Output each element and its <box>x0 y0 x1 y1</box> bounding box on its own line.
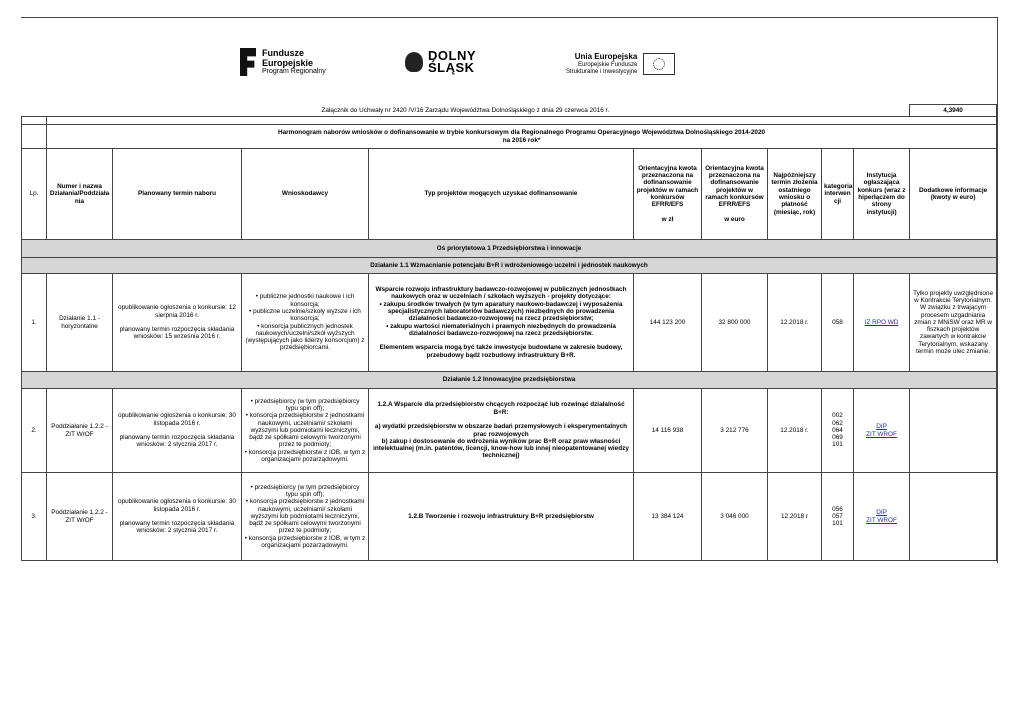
category-code: 056 <box>832 505 843 513</box>
applicant-item: • konsorcja publicznych jednostek naukowych/uczelni/szkół wyższych (występujących jako liderzy konsorcjum) z przedsiębiorcami. <box>245 322 365 352</box>
row-amount-pln: 144 123 200 <box>634 274 702 372</box>
header-amount-eur-unit: w euro <box>724 215 745 223</box>
fe-subtitle: Program Regionalny <box>262 68 326 75</box>
header-amount-pln-text: Orientacyjna kwota przeznaczona na dofinansowanie projektów w ramach konkursów EFRR/EFS <box>636 164 699 209</box>
type-item: 1.2.A Wsparcie dla przedsiębiorstw chcących rozpocząć lub rozwinąć działalność B+R: <box>377 401 625 416</box>
applicant-item: • konsorcja przedsiębiorstw z jednostkami naukowymi, uczelniami/ szkołami wyższymi lub podmiotami leczniczymi, bądź ze spółkami celowymi tworzonymi przez te podmioty; <box>245 412 365 449</box>
term-start: planowany termin rozpoczęcia składania wniosków: 2 stycznia 2017 r. <box>119 434 235 449</box>
row-category <box>822 389 854 473</box>
row-deadline: 12.2018 r. <box>768 274 822 372</box>
table-row <box>22 274 997 372</box>
ue-title: Unia Europejska <box>574 52 638 61</box>
term-announcement: opublikowanie ogłoszenia o konkursie: 30 listopada 2016 r. <box>118 412 236 427</box>
row-measure: Poddziałanie 1.2.2 - ZIT WrOF <box>47 473 113 561</box>
header-amount-pln <box>634 149 702 240</box>
header-category: kategoria interwen cji <box>822 149 854 240</box>
institution-link[interactable]: IZ RPO WD <box>864 318 899 326</box>
priority-axis-row: Oś priorytetowa 1 Przedsiębiorstwa i innowacje <box>22 240 997 258</box>
applicant-item: • konsorcja przedsiębiorstw z IOB, w tym z organizacjami pozarządowymi. <box>244 448 366 464</box>
type-item: b) zakup i dostosowanie do wdrożenia wyników prac B+R oraz praw własności intelektualnej (m.in. patentów, licencji, know-how lub innej nieopatentowanej wiedzy technicznej) <box>373 437 629 460</box>
type-item: Wsparcie rozwoju infrastruktury badawczo-rozwojowej w publicznych jednostkach naukowych oraz w uczelniach / szkołach wyższych - projekty dotyczące: <box>375 286 627 301</box>
category-code: 062 <box>832 419 843 427</box>
term-announcement: opublikowanie ogłoszenia o konkursie: 12 sierpnia 2016 r. <box>118 304 236 319</box>
fe-mark-icon <box>240 48 256 76</box>
row-applicants <box>242 389 369 473</box>
institution-link-zit[interactable]: ZIT WROF <box>866 516 897 524</box>
row-lp: 1. <box>22 274 47 372</box>
dolny-slask-logo <box>405 50 476 74</box>
applicant-item: • przedsiębiorcy (w tym przedsiębiorcy typu spin off); <box>250 483 360 498</box>
action-1-2-row: Działanie 1.2 Innowacyjne przedsiębiorstwa <box>22 372 997 389</box>
category-code: 101 <box>832 441 843 449</box>
row-term <box>113 274 242 372</box>
header-deadline: Najpóźniejszy termin złożenia ostatniego wniosku o płatność (miesiąc, rok) <box>768 149 822 240</box>
row-deadline: 12.2018 r. <box>768 389 822 473</box>
fundusze-europejskie-logo <box>240 48 326 76</box>
header-info: Dodatkowe informacje (kwoty w euro) <box>910 149 997 240</box>
table-row <box>22 389 997 473</box>
row-measure: Poddziałanie 1.2.2 - ZIT WrOF <box>47 389 113 473</box>
row-amount-eur: 3 212 776 <box>702 389 768 473</box>
row-amount-pln: 13 384 124 <box>634 473 702 561</box>
document-title <box>47 125 997 149</box>
institution-link-dip[interactable]: DIP <box>876 509 887 517</box>
spacer-cell <box>22 117 47 125</box>
ue-sub-2: Strukturalne i Inwestycyjne <box>566 69 638 75</box>
ds-line-2: ŚLĄSK <box>428 60 475 75</box>
unia-europejska-logo <box>566 52 675 76</box>
row-project-type <box>369 389 634 473</box>
header-amount-pln-unit: w zł <box>661 215 674 223</box>
table-row <box>22 473 997 561</box>
exchange-rate: 4,3940 <box>910 105 997 117</box>
ds-line-1: DOLNY <box>428 48 476 63</box>
row-lp: 3. <box>22 473 47 561</box>
row-project-type <box>369 473 634 561</box>
fe-title-1: Fundusze <box>262 48 304 58</box>
row-info <box>910 389 997 473</box>
schedule-table <box>21 104 997 561</box>
header-project-type: Typ projektów mogących uzyskać dofinansowanie <box>369 149 634 240</box>
row-info: Tylko projekty uwzględnione w Kontrakcie Terytorialnym. W związku z trwającym procesem uzgadniania zmian z MNiSW oraz MR w fiszkach projektów zawartych w kontrakcie Terytorialnym, wskazany termin może ulec zmianie. <box>910 274 997 372</box>
term-announcement: opublikowanie ogłoszenia o konkursie: 30 listopada 2016 r. <box>118 498 236 513</box>
row-institution <box>854 473 910 561</box>
ue-sub-1: Europejskie Fundusze <box>578 62 638 68</box>
row-project-type <box>369 274 634 372</box>
spacer-row <box>47 117 997 125</box>
category-code: 101 <box>832 520 843 528</box>
row-institution <box>854 389 910 473</box>
header-amount-eur <box>702 149 768 240</box>
title-line-1: Harmonogram naborów wniosków o dofinansowanie w trybie konkursowym dla Regionalnego Programu Operacyjnego Województwa Dolnośląskiego 2014-2020 <box>277 129 766 137</box>
category-code: 069 <box>832 434 843 442</box>
type-item: • zakupu wartości niematerialnych i prawnych niezbędnych do prowadzenia działalności badawczo-rozwojowej na rzecz przedsiębiorstw. <box>386 322 616 337</box>
annex-note: Załącznik do Uchwały nr 2420 /V/16 Zarządu Województwa Dolnośląskiego z dnia 29 czerwca 2016 r. <box>22 105 910 117</box>
row-applicants <box>242 274 369 372</box>
row-institution <box>854 274 910 372</box>
applicant-item: • konsorcja przedsiębiorstw z IOB, w tym z organizacjami pozarządowymi. <box>244 534 366 550</box>
row-info <box>910 473 997 561</box>
header-measure: Numer i nazwa Działania/Poddziała nia <box>47 149 113 240</box>
applicant-item: • publiczne uczelnie/szkoły wyższe i ich konsorcja; <box>249 307 361 323</box>
applicant-item: • konsorcja przedsiębiorstw z jednostkami naukowymi, uczelniami/ szkołami wyższymi lub podmiotami leczniczymi, bądź ze spółkami celowymi tworzonymi przez te podmioty; <box>245 498 365 535</box>
row-amount-pln: 14 116 938 <box>634 389 702 473</box>
logo-bar <box>0 44 1024 84</box>
row-measure: Działanie 1.1 - horyzontalne <box>47 274 113 372</box>
category-code: 058 <box>832 318 843 326</box>
title-lp-cell <box>22 125 47 149</box>
row-amount-eur: 3 046 000 <box>702 473 768 561</box>
header-amount-eur-text: Orientacyjna kwota przeznaczona na dofinansowanie projektów w ramach konkursów EFRR/EFS <box>705 164 764 209</box>
row-applicants <box>242 473 369 561</box>
term-start: planowany termin rozpoczęcia składania wniosków: 2 stycznia 2017 r. <box>119 520 235 535</box>
type-item: 1.2.B Tworzenie i rozwoju infrastruktury B+R przedsiębiorstw <box>408 512 594 520</box>
type-item: Elementem wsparcia mogą być także inwestycje budowlane w zakresie budowy, przebudowy bądź rozbudowy infrastruktury B+R. <box>379 344 623 359</box>
row-term <box>113 473 242 561</box>
header-term: Planowany termin naboru <box>113 149 242 240</box>
institution-link-zit[interactable]: ZIT WROF <box>866 430 897 438</box>
type-item: • zakupu środków trwałych (w tym aparatury naukowo-badawczej i wyposażenia specjalistycznych laboratoriów badawczych) niezbędnych do prowadzenia działalności badawczo-rozwojowej na rzecz przedsiębiorstw; <box>379 300 623 323</box>
type-item: a) wydatki przedsiębiorstw w obszarze badań przemysłowych i eksperymentalnych prac rozwojowych <box>374 423 628 438</box>
row-category <box>822 473 854 561</box>
fe-title-2: Europejskie <box>262 58 314 68</box>
row-category <box>822 274 854 372</box>
category-code: 057 <box>832 512 843 520</box>
title-line-2: na 2016 rok* <box>502 136 541 144</box>
row-amount-eur: 32 800 000 <box>702 274 768 372</box>
category-code: 064 <box>832 426 843 434</box>
applicant-item: • przedsiębiorcy (w tym przedsiębiorcy typu spin off); <box>250 397 360 412</box>
row-deadline: 12.2018 r <box>768 473 822 561</box>
row-lp: 2. <box>22 389 47 473</box>
row-term <box>113 389 242 473</box>
header-applicants: Wnioskodawcy <box>242 149 369 240</box>
action-1-1-row: Działanie 1.1 Wzmacnianie potencjału B+R i wdrożeniowego uczelni i jednostek naukowych <box>22 258 997 274</box>
institution-link-dip[interactable]: DIP <box>876 423 887 431</box>
applicant-item: • publiczne jednostki naukowe i ich konsorcja; <box>255 293 355 308</box>
category-code: 002 <box>832 412 843 420</box>
header-institution: Instytucja ogłaszająca konkurs (wraz z hiperłączem do strony instytucji) <box>854 149 910 240</box>
eu-flag-icon <box>643 53 675 75</box>
eagle-icon <box>405 52 423 72</box>
header-lp: Lp. <box>22 149 47 240</box>
term-start: planowany termin rozpoczęcia składania wniosków: 15 września 2016 r. <box>119 326 235 341</box>
